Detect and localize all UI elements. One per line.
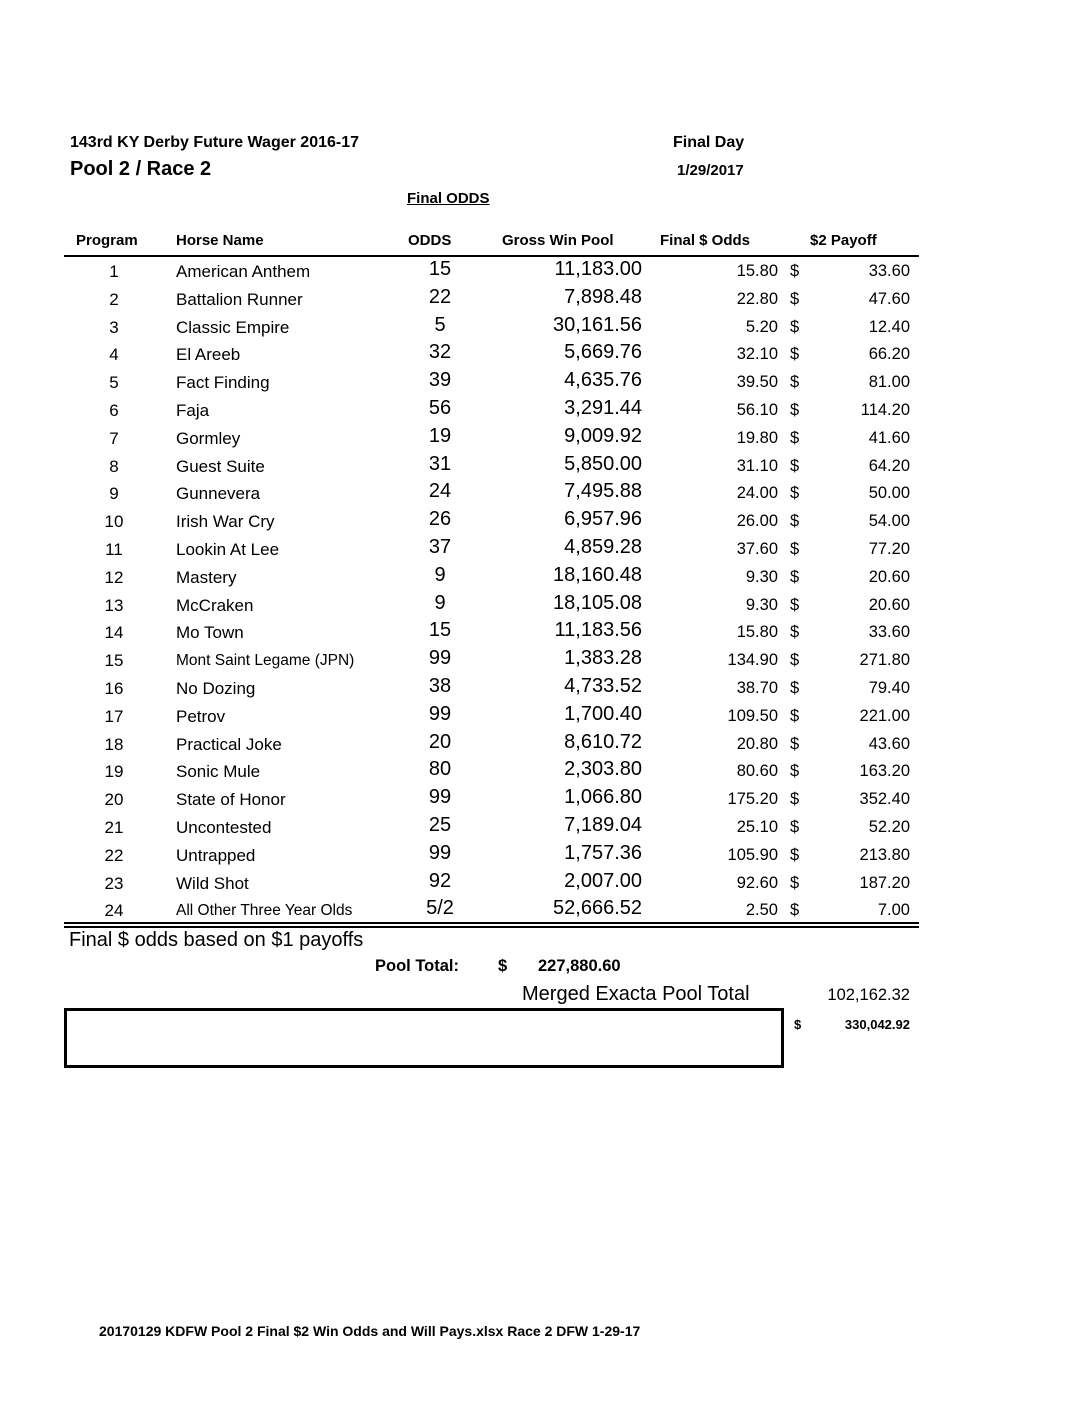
table-row (0, 619, 1088, 647)
pool-total-label: Pool Total: (375, 957, 460, 975)
col-header-program: Program (76, 232, 138, 249)
cell-program: 10 (104, 512, 124, 532)
cell-payoff: 43.60 (868, 734, 910, 753)
cell-final-odds: 9.30 (745, 567, 778, 586)
merged-exacta-value: 102,162.32 (827, 986, 910, 1004)
cell-horse-name: Sonic Mule (176, 762, 261, 782)
cell-currency: $ (790, 567, 800, 586)
cell-gross-win-pool: 3,291.44 (564, 397, 642, 419)
cell-gross-win-pool: 4,859.28 (564, 536, 642, 558)
date-label: 1/29/2017 (677, 162, 744, 179)
cell-program: 21 (104, 818, 124, 837)
cell-currency: $ (790, 679, 800, 697)
table-end-rule-top (64, 922, 919, 924)
table-row (0, 508, 1088, 536)
cell-final-odds: 31.10 (736, 456, 778, 475)
table-row (0, 425, 1088, 453)
cell-final-odds: 175.20 (727, 790, 778, 809)
cell-final-odds: 24.00 (736, 484, 778, 503)
cell-program: 20 (104, 790, 124, 810)
cell-gross-win-pool: 5,850.00 (564, 452, 642, 475)
cell-final-odds: 26.00 (736, 512, 778, 531)
cell-horse-name: Gunnevera (176, 484, 261, 504)
cell-currency: $ (790, 262, 800, 280)
cell-payoff: 213.80 (859, 845, 910, 864)
cell-horse-name: Mont Saint Legame (JPN) (176, 652, 355, 670)
pool-total-currency: $ (498, 957, 508, 975)
cell-program: 18 (104, 734, 124, 754)
cell-final-odds: 37.60 (736, 540, 778, 558)
cell-program: 6 (109, 401, 119, 420)
cell-odds: 31 (428, 452, 452, 475)
cell-horse-name: Faja (176, 401, 210, 420)
cell-payoff: 64.20 (868, 456, 910, 475)
cell-horse-name: State of Honor (176, 790, 286, 810)
cell-program: 11 (105, 540, 123, 559)
pool-total-value: 227,880.60 (538, 957, 621, 975)
table-row (0, 369, 1088, 397)
table-row (0, 286, 1088, 314)
table-row (0, 258, 1088, 286)
cell-odds: 80 (428, 758, 452, 781)
pool-race-subtitle: Pool 2 / Race 2 (70, 158, 212, 180)
cell-payoff: 221.00 (859, 706, 910, 725)
cell-horse-name: Fact Finding (176, 373, 270, 393)
cell-gross-win-pool: 8,610.72 (564, 730, 642, 753)
cell-final-odds: 25.10 (736, 818, 778, 836)
cell-gross-win-pool: 4,635.76 (564, 369, 642, 392)
cell-gross-win-pool: 1,700.40 (564, 702, 642, 725)
cell-currency: $ (790, 484, 800, 503)
cell-odds: 15 (428, 619, 452, 642)
table-row (0, 842, 1088, 870)
cell-payoff: 20.60 (868, 595, 910, 614)
cell-final-odds: 5.20 (745, 317, 778, 336)
cell-final-odds: 92.60 (736, 873, 778, 892)
cell-program: 5 (109, 373, 119, 393)
cell-final-odds: 15.80 (736, 623, 778, 642)
cell-gross-win-pool: 1,757.36 (564, 841, 642, 864)
table-end-rule-bottom (64, 926, 919, 928)
cell-final-odds: 105.90 (727, 845, 778, 864)
table-row (0, 786, 1088, 814)
table-row (0, 647, 1088, 675)
cell-program: 7 (109, 428, 119, 448)
cell-odds: 99 (428, 841, 452, 864)
table-row (0, 453, 1088, 481)
table-row (0, 675, 1088, 703)
cell-odds: 15 (428, 258, 452, 280)
cell-horse-name: El Areeb (176, 345, 241, 365)
cell-payoff: 114.20 (860, 401, 910, 419)
cell-currency: $ (790, 456, 800, 475)
cell-horse-name: American Anthem (176, 262, 311, 281)
cell-currency: $ (790, 623, 800, 642)
cell-gross-win-pool: 2,303.80 (564, 758, 642, 781)
col-header-final-odds: Final $ Odds (660, 232, 751, 249)
cell-odds: 22 (428, 285, 452, 308)
grand-total-currency: $ (794, 1017, 802, 1032)
cell-gross-win-pool: 1,066.80 (564, 786, 642, 809)
cell-final-odds: 20.80 (736, 734, 778, 753)
cell-gross-win-pool: 11,183.56 (554, 619, 642, 642)
cell-program: 13 (104, 595, 124, 615)
cell-gross-win-pool: 1,383.28 (564, 647, 642, 670)
cell-currency: $ (790, 651, 800, 670)
cell-program: 15 (104, 651, 124, 671)
grand-total-value: 330,042.92 (844, 1017, 910, 1032)
cell-horse-name: Classic Empire (176, 317, 290, 337)
table-row (0, 564, 1088, 592)
cell-odds: 39 (428, 369, 452, 392)
cell-final-odds: 56.10 (736, 401, 778, 419)
cell-horse-name: All Other Three Year Olds (176, 902, 353, 920)
cell-currency: $ (790, 790, 800, 809)
cell-currency: $ (790, 845, 800, 864)
table-row (0, 480, 1088, 508)
cell-program: 14 (104, 623, 124, 643)
cell-odds: 25 (428, 814, 452, 836)
cell-program: 16 (104, 679, 124, 698)
cell-currency: $ (790, 706, 800, 725)
cell-odds: 24 (428, 480, 452, 503)
table-row (0, 758, 1088, 786)
cell-horse-name: Wild Shot (176, 873, 249, 893)
odds-note: Final $ odds based on $1 payoffs (69, 929, 364, 951)
cell-horse-name: McCraken (176, 595, 254, 615)
cell-payoff: 163.20 (859, 762, 910, 781)
cell-currency: $ (790, 289, 800, 308)
cell-horse-name: Untrapped (176, 845, 256, 865)
cell-odds: 32 (428, 341, 452, 364)
cell-horse-name: Petrov (176, 706, 226, 726)
cell-payoff: 12.40 (868, 317, 910, 336)
cell-currency: $ (790, 317, 800, 336)
cell-payoff: 47.60 (868, 289, 910, 308)
cell-payoff: 271.80 (859, 651, 910, 670)
cell-gross-win-pool: 5,669.76 (564, 341, 642, 364)
cell-gross-win-pool: 52,666.52 (553, 897, 642, 920)
cell-final-odds: 109.50 (727, 706, 778, 725)
cell-gross-win-pool: 11,183.00 (554, 258, 642, 280)
cell-currency: $ (790, 595, 800, 614)
cell-horse-name: Uncontested (176, 818, 272, 837)
document-title: 143rd KY Derby Future Wager 2016-17 (70, 134, 360, 151)
cell-gross-win-pool: 4,733.52 (564, 675, 642, 697)
cell-odds: 9 (434, 591, 446, 614)
merged-exacta-label: Merged Exacta Pool Total (522, 983, 750, 1005)
status-label: Final Day (673, 134, 745, 151)
cell-program: 12 (104, 567, 124, 587)
cell-program: 22 (104, 845, 124, 865)
cell-final-odds: 134.90 (727, 651, 778, 670)
cell-gross-win-pool: 9,009.92 (564, 424, 642, 447)
cell-program: 17 (104, 706, 124, 726)
table-row (0, 536, 1088, 564)
cell-gross-win-pool: 2,007.00 (564, 869, 642, 892)
cell-horse-name: Lookin At Lee (176, 540, 280, 559)
cell-currency: $ (790, 762, 800, 781)
table-row (0, 870, 1088, 898)
cell-odds: 99 (428, 702, 452, 725)
cell-final-odds: 39.50 (736, 373, 778, 392)
cell-program: 9 (109, 484, 119, 504)
cell-payoff: 20.60 (868, 567, 910, 586)
cell-payoff: 352.40 (859, 790, 910, 809)
col-header-horse-name: Horse Name (176, 232, 264, 249)
cell-currency: $ (790, 512, 800, 531)
cell-gross-win-pool: 30,161.56 (553, 313, 642, 336)
footer-filename: 20170129 KDFW Pool 2 Final $2 Win Odds and Will Pays.xlsx Race 2 DFW 1-29-17 (99, 1323, 641, 1339)
empty-bordered-box (64, 1008, 784, 1068)
cell-gross-win-pool: 6,957.96 (564, 508, 642, 531)
cell-payoff: 81.00 (868, 373, 910, 392)
cell-horse-name: Practical Joke (176, 734, 282, 754)
cell-payoff: 7.00 (877, 901, 910, 920)
cell-final-odds: 38.70 (736, 679, 778, 697)
col-header-gross-win-pool: Gross Win Pool (502, 232, 614, 249)
cell-program: 24 (104, 901, 124, 921)
cell-final-odds: 32.10 (736, 345, 778, 364)
cell-payoff: 187.20 (859, 873, 910, 892)
cell-program: 23 (104, 873, 124, 893)
cell-horse-name: Mo Town (176, 623, 244, 643)
table-row (0, 397, 1088, 425)
cell-odds: 38 (428, 675, 452, 697)
cell-horse-name: Gormley (176, 428, 241, 448)
cell-program: 1 (109, 262, 119, 281)
cell-final-odds: 80.60 (736, 762, 778, 781)
cell-currency: $ (790, 873, 800, 892)
cell-odds: 99 (428, 786, 452, 809)
table-row (0, 314, 1088, 342)
col-header-payoff: $2 Payoff (810, 232, 877, 249)
cell-odds: 9 (434, 563, 446, 586)
cell-horse-name: Mastery (176, 567, 237, 587)
cell-gross-win-pool: 7,189.04 (564, 814, 642, 836)
cell-horse-name: Battalion Runner (176, 289, 303, 309)
cell-payoff: 50.00 (868, 484, 910, 503)
cell-currency: $ (790, 901, 800, 920)
cell-odds: 5/2 (426, 897, 454, 920)
cell-odds: 5 (434, 313, 446, 336)
cell-currency: $ (790, 540, 800, 558)
table-row (0, 703, 1088, 731)
cell-final-odds: 9.30 (745, 595, 778, 614)
cell-currency: $ (790, 373, 800, 392)
cell-currency: $ (790, 428, 800, 447)
cell-gross-win-pool: 7,898.48 (564, 285, 642, 308)
cell-currency: $ (790, 345, 800, 364)
cell-gross-win-pool: 7,495.88 (564, 480, 642, 503)
cell-gross-win-pool: 18,160.48 (553, 563, 642, 586)
cell-odds: 19 (428, 424, 452, 447)
cell-gross-win-pool: 18,105.08 (553, 591, 642, 614)
cell-program: 19 (104, 762, 124, 782)
cell-final-odds: 2.50 (745, 901, 778, 920)
cell-payoff: 54.00 (868, 512, 910, 531)
cell-odds: 37 (428, 536, 452, 558)
cell-horse-name: Irish War Cry (176, 512, 275, 532)
cell-odds: 92 (428, 869, 452, 892)
cell-odds: 26 (428, 508, 452, 531)
cell-program: 8 (109, 456, 119, 476)
cell-payoff: 33.60 (868, 262, 910, 280)
cell-payoff: 33.60 (868, 623, 910, 642)
cell-final-odds: 15.80 (736, 262, 778, 280)
cell-currency: $ (790, 401, 800, 419)
cell-payoff: 52.20 (868, 818, 910, 836)
cell-program: 3 (109, 317, 119, 337)
section-heading: Final ODDS (407, 190, 490, 207)
cell-program: 2 (109, 289, 119, 309)
cell-program: 4 (109, 345, 119, 365)
cell-payoff: 41.60 (868, 428, 910, 447)
cell-final-odds: 19.80 (736, 428, 778, 447)
cell-horse-name: Guest Suite (176, 456, 265, 476)
table-row (0, 341, 1088, 369)
cell-currency: $ (790, 818, 800, 836)
cell-odds: 20 (428, 730, 452, 753)
cell-payoff: 66.20 (868, 345, 910, 364)
table-row (0, 731, 1088, 759)
header-rule (64, 255, 919, 257)
cell-odds: 99 (428, 647, 452, 670)
cell-odds: 56 (428, 397, 452, 419)
cell-currency: $ (790, 734, 800, 753)
table-row (0, 814, 1088, 842)
table-row (0, 592, 1088, 620)
cell-final-odds: 22.80 (736, 289, 778, 308)
cell-payoff: 79.40 (868, 679, 910, 697)
cell-payoff: 77.20 (868, 540, 910, 558)
col-header-odds: ODDS (408, 232, 452, 249)
cell-horse-name: No Dozing (176, 679, 256, 698)
